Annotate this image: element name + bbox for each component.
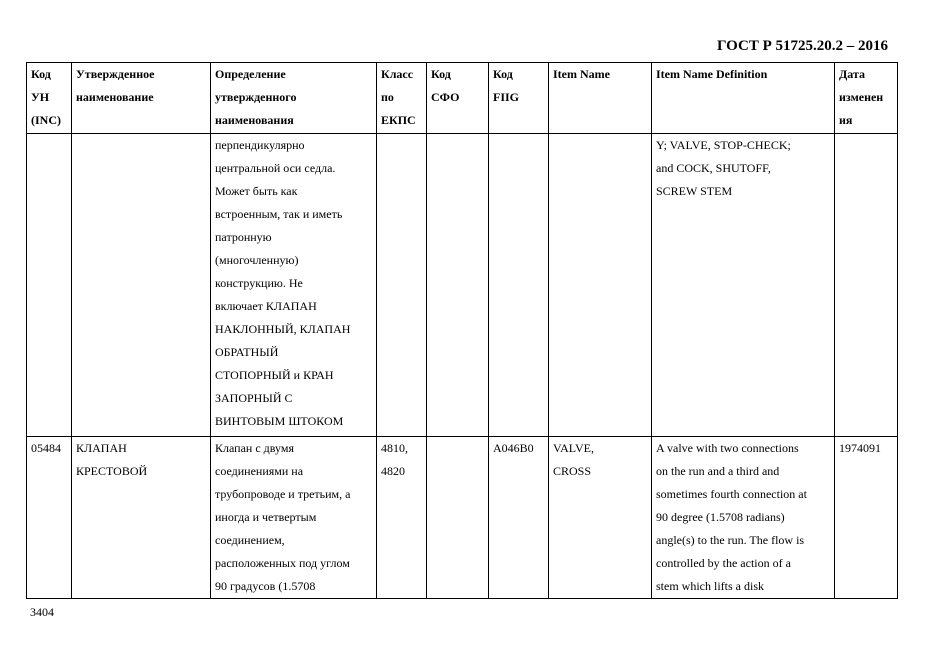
cell-definition: Клапан с двумя соединениями на трубопроводе и третьим, а иногда и четвертым соединением, расположенных под углом 90 градусов (1.5708 [211,437,377,599]
cell-class: 4810, 4820 [377,437,427,599]
cell-item-name: VALVE, CROSS [549,437,652,599]
cell-item-name [549,134,652,437]
cell-class [377,134,427,437]
document-code: ГОСТ Р 51725.20.2 – 2016 [716,38,888,54]
table-row [27,437,898,599]
cell-date [835,134,898,437]
header-sfo: Код СФО [427,63,489,134]
table-row [27,134,898,437]
header-item-name: Item Name [549,63,652,134]
header-definition: Определение утвержденного наименования [211,63,377,134]
header-inc: Код УН (INC) [27,63,72,134]
header-date: Дата изменен ия [835,63,898,134]
cell-date: 1974091 [835,437,898,599]
cell-fiig: A046B0 [489,437,549,599]
header-item-definition: Item Name Definition [652,63,835,134]
cell-sfo [427,437,489,599]
cell-sfo [427,134,489,437]
page-number: 3404 [30,605,54,619]
cell-approved-name: КЛАПАН КРЕСТОВОЙ [72,437,211,599]
header-fiig: Код FIIG [489,63,549,134]
cell-fiig [489,134,549,437]
header-row [27,63,898,134]
catalog-table [26,62,898,599]
cell-definition: перпендикулярно центральной оси седла. Может быть как встроенным, так и иметь патронную (многочленную) конструкцию. Не включает КЛАПАН НАКЛОННЫЙ, КЛАПАН ОБРАТНЫЙ СТОПОРНЫЙ и КРАН ЗАПОРНЫЙ С ВИНТОВЫМ ШТОКОМ [211,134,377,437]
cell-inc: 05484 [27,437,72,599]
cell-approved-name [72,134,211,437]
header-class: Класс по ЕКПС [377,63,427,134]
cell-item-definition: A valve with two connections on the run and a third and sometimes fourth connection at 90 degree (1.5708 radians) angle(s) to the run. The flow is controlled by the action of a stem which lifts a disk [652,437,835,599]
cell-inc [27,134,72,437]
cell-item-definition: Y; VALVE, STOP-CHECK; and COCK, SHUTOFF, SCREW STEM [652,134,835,437]
header-approved-name: Утвержденное наименование [72,63,211,134]
